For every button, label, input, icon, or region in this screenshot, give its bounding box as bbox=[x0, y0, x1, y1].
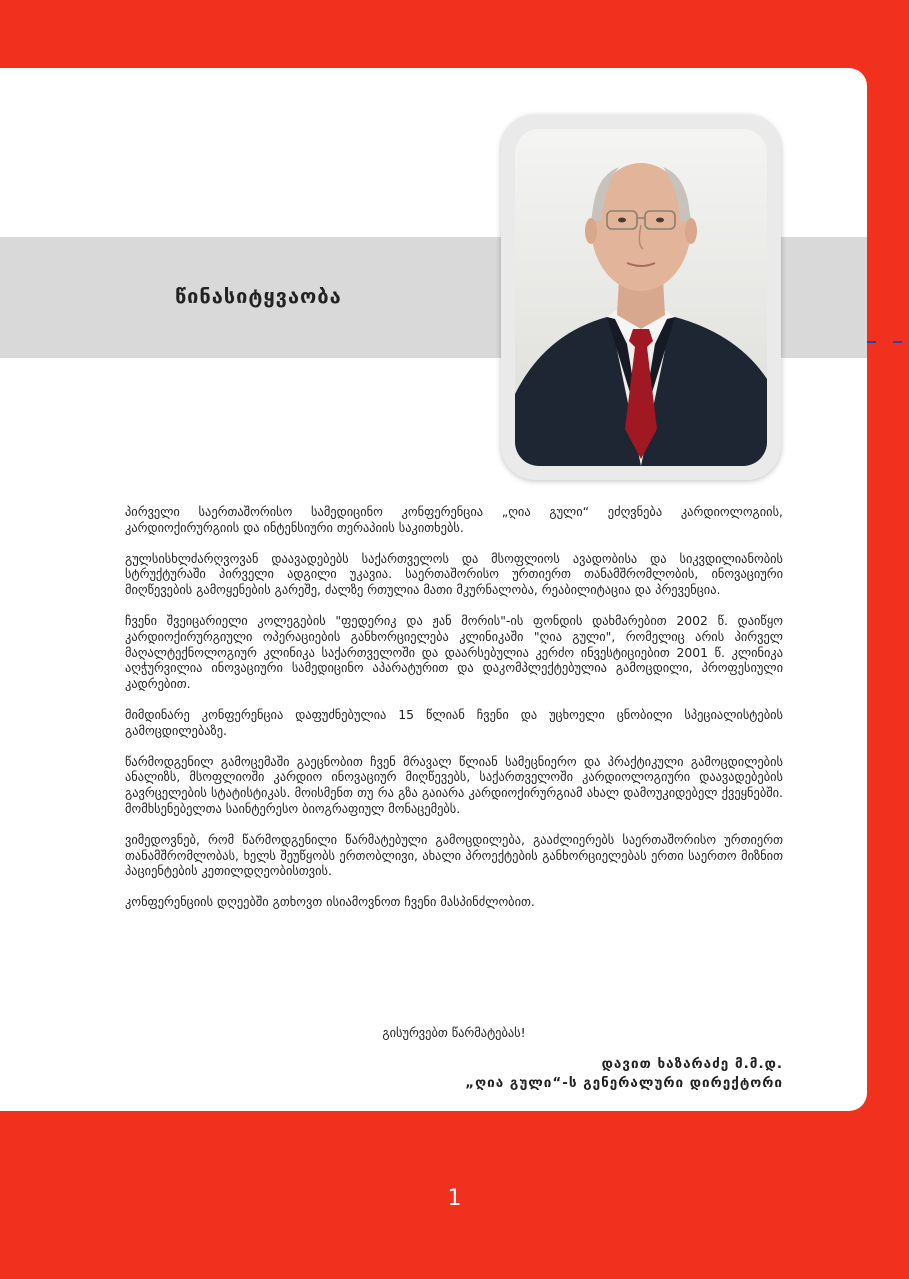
paragraph: ჩვენი შვეიცარიელი კოლეგების "ფედერიკ და ჟან მორის"-ის ფონდის დახმარებით 2002 წ. დაიწყო კარდიოქირურგიული ოპერაციების განხორციელება კლინიკაში "ღია გული", რომელიც არის პირველ მაღალტექნოლოგიურ კლინიკა საქართველოში და დაარსებულია კერძო ინვესტიციებით 2001 წ. კლინიკა აღჭურვილია ინოვაციური სამედიცინო აპარატურით და დაკომპლექტებულია გამოცდილი, პროფესიული კადრებით. bbox=[125, 612, 783, 692]
director-photo-frame bbox=[501, 115, 781, 480]
paragraph: წარმოდგენილ გამოცემაში გაეცნობით ჩვენ მრავალ წლიან სამეცნიერო და პრაქტიკული გამოცდილების ანალიზს, მსოფლიოში კარდიო ინოვაციურ მიღწევებს, საქართველოში კარდიოლოგიური დაავადებების გავრცელების სტატისტიკას. მოისმენთ თუ რა გზა გაიარა კარდიოქირურგიამ ახალ დამოუკიდებელ ქვეყნებში. მომხსენებელთა საინტერესო ბიოგრაფიულ მონაცემებს. bbox=[125, 753, 783, 816]
foreword-body bbox=[125, 504, 783, 925]
paragraph: გულსისხლძარღვოვან დაავადებებს საქართველოს და მსოფლიოს ავადობისა და სიკვდილიანობის სტრუქტურაში პირველი ადგილი უკავია. საერთაშორისო ურთიერთ თანამშრომლობის, ინოვაციური მიღწევების გამოყენების გარეშე, ძალზე რთულია მათი მკურნალობა, რეაბილიტაცია და პრევენცია. bbox=[125, 550, 783, 598]
margin-mark bbox=[893, 341, 902, 343]
margin-mark bbox=[867, 341, 876, 343]
paragraph: მიმდინარე კონფერენცია დაფუძნებულია 15 წლიან ჩვენი და უცხოელი ცნობილი სპეციალისტების გამოცდილებაზე. bbox=[125, 706, 783, 738]
page-title: წინასიტყვაობა bbox=[175, 284, 342, 308]
signature-name: დავით ხაზარაძე მ.მ.დ. bbox=[601, 1056, 783, 1072]
signature-position: „ღია გული“-ს გენერალური დირექტორი bbox=[465, 1075, 783, 1091]
paragraph: კონფერენციის დღეებში გთხოვთ ისიამოვნოთ ჩვენი მასპინძლობით. bbox=[125, 894, 535, 910]
paragraph: ვიმედოვნებ, რომ წარმოდგენილი წარმატებული გამოცდილება, გააძლიერებს საერთაშორისო ურთიერთ თანამშრომლობას, ხელს შეუწყობს ერთობლივი, ახალი პროექტების განხორციელებას ერთი საერთო მიზნით პაციენტების კეთილდღეობისთვის. bbox=[125, 831, 783, 879]
director-photo bbox=[515, 129, 767, 466]
closing-line: გისურვებთ წარმატებას! bbox=[382, 1025, 526, 1040]
paragraph: პირველი საერთაშორისო სამედიცინო კონფერენცია „ღია გული“ ეძღვნება კარდიოლოგიის, კარდიოქირურგიის და ინტენსიური თერაპიის საკითხებს. bbox=[125, 504, 783, 535]
page-number: 1 bbox=[447, 1186, 462, 1211]
